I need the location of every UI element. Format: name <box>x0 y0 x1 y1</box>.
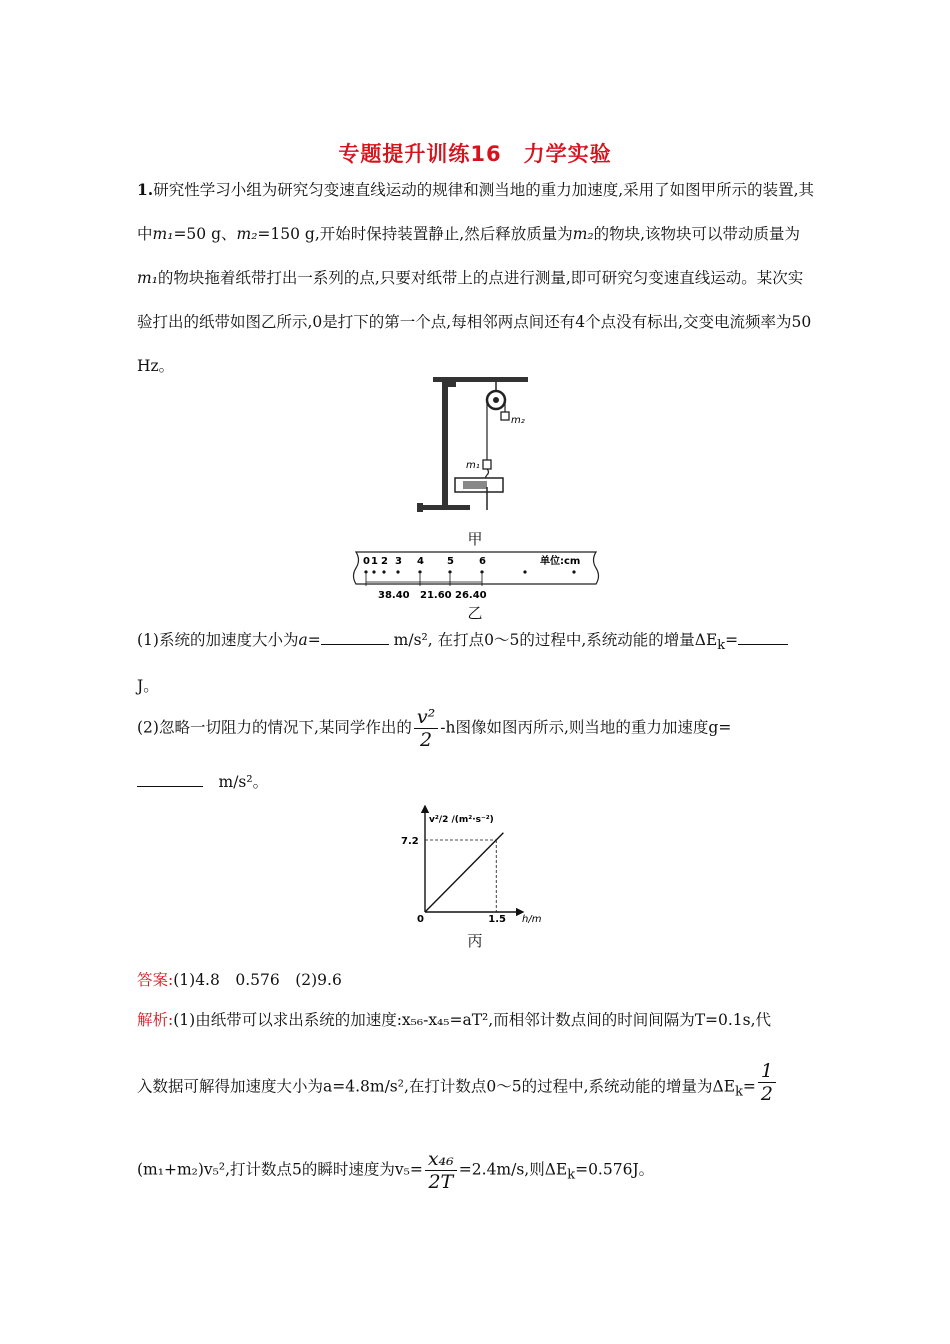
tape-point-label-3: 3 <box>395 556 402 567</box>
analysis-line-2 <box>137 1060 827 1105</box>
v2-over-2-fraction <box>414 706 438 751</box>
m1-symbol: m₁ <box>152 225 174 243</box>
tape-point-label-1: 1 <box>371 556 378 567</box>
y-tick-label: 7.2 <box>401 836 419 847</box>
question-number: 1. <box>137 180 154 199</box>
sub2-middle: -h图像如图丙所示,则当地的重力加速度g= <box>440 718 732 737</box>
figure-jia-apparatus <box>415 375 535 520</box>
analysis-text-4: =2.4m/s,则ΔE <box>458 1160 568 1179</box>
sub-question-1-tail: J。 <box>137 677 159 695</box>
tape-point-5 <box>448 570 451 573</box>
ek-subscript: k <box>717 638 726 654</box>
ek-subscript-3: k <box>567 1167 576 1183</box>
sub1-equals: = <box>725 631 739 649</box>
half-fraction <box>758 1060 776 1105</box>
tape-point-label-5: 5 <box>447 556 454 567</box>
sub-question-2 <box>137 706 827 751</box>
sub1-prefix: (1)系统的加速度大小为 <box>137 631 299 649</box>
figure-bing-caption: 丙 <box>467 932 483 950</box>
tape-point-label-0: 0 <box>363 556 370 567</box>
tape-point-1 <box>372 570 375 573</box>
tape-point-extra-1 <box>523 570 526 573</box>
half-denominator: 2 <box>760 1083 773 1105</box>
figure-bing-graph <box>395 800 555 925</box>
figure-jia-caption: 甲 <box>467 530 483 548</box>
analysis-text-5: =0.576J。 <box>575 1160 655 1179</box>
tape-point-label-2: 2 <box>381 556 388 567</box>
a-symbol: a <box>298 631 308 649</box>
origin-label: 0 <box>417 914 424 925</box>
tape-point-label-6: 6 <box>479 556 486 567</box>
analysis-line-1 <box>137 1008 827 1030</box>
x-axis-label: h/m <box>522 914 542 925</box>
answer-blank-a[interactable] <box>321 628 389 645</box>
2T-denominator: 2T <box>428 1171 454 1193</box>
tape-dimension-1: 21.60 <box>420 590 452 601</box>
data-line <box>425 833 503 912</box>
answer-blank-g[interactable] <box>137 770 203 787</box>
analysis-line-3 <box>137 1148 827 1193</box>
answer-label: 答案: <box>137 971 174 989</box>
label-m2: m₂ <box>511 415 525 426</box>
m2-symbol: m₂ <box>236 225 258 243</box>
x46-numerator: x₄₆ <box>425 1148 457 1171</box>
analysis-text-1: (1)由纸带可以求出系统的加速度:x₅₆-x₄₅=aT²,而相邻计数点间的时间间隔为T=0.1s,代 <box>173 1011 772 1029</box>
m1-value: =50 g、 <box>173 225 237 243</box>
q1-text-part-3: 的物块拖着纸带打出一系列的点,只要对纸带上的点进行测量,即可研究匀变速直线运动。某次实验打出的纸带如图乙所示,0是打下的第一个点,每相邻两点间还有4个点没有标出,交变电流频率为50 Hz。 <box>137 269 812 375</box>
x46-over-2T-fraction <box>425 1148 457 1193</box>
q1-text-part: 研究性学习小组为研究匀变速直线运动的规律和测当地的重力加速度,采用了如图甲所示的装置,其中 <box>137 181 815 243</box>
tape-point-0 <box>364 570 367 573</box>
y-axis-label: v²/2 /(m²·s⁻²) <box>429 815 494 825</box>
fraction-numerator: v² <box>414 706 438 729</box>
x-tick-label: 1.5 <box>488 914 506 925</box>
analysis-label: 解析: <box>137 1011 174 1029</box>
graph-marks <box>401 833 506 925</box>
g-unit: m/s²。 <box>218 773 269 791</box>
sub2-prefix: (2)忽略一切阻力的情况下,某同学作出的 <box>137 718 412 737</box>
page-title: 专题提升训练16 力学实验 <box>338 142 612 166</box>
figure-yi-tape <box>350 548 600 606</box>
label-m1: m₁ <box>466 460 480 471</box>
question-1-text <box>137 168 817 388</box>
tape-point-4 <box>418 570 421 573</box>
tape-point-3 <box>396 570 399 573</box>
q1-text-part-2: 的物块,该物块可以带动质量为 <box>593 225 801 243</box>
sub-question-2-answer-line <box>137 770 827 792</box>
tape-dimension-0: 38.40 <box>378 590 410 601</box>
m1-symbol-2: m₁ <box>137 269 158 287</box>
analysis-text-3: (m₁+m₂)v₅²,打计数点5的瞬时速度为v₅= <box>137 1160 423 1179</box>
sub-question-1: (1)系统的加速度大小为a= m/s², 在打点0～5的过程中,系统动能的增量$\Delta E_k=$ <box>137 628 827 653</box>
analysis-equals: = <box>742 1077 756 1096</box>
half-numerator: 1 <box>758 1060 776 1083</box>
m2-symbol-2: m₂ <box>572 225 594 243</box>
tape-point-6 <box>480 570 483 573</box>
analysis-text-2: 入数据可解得加速度大小为a=4.8m/s²,在打计数点0～5的过程中,系统动能的增量为ΔE <box>137 1077 736 1096</box>
answer-line <box>137 968 827 990</box>
figure-yi-caption: 乙 <box>467 604 483 622</box>
ek-subscript-2: k <box>735 1084 743 1100</box>
m2-value: =150 g,开始时保持装置静止,然后释放质量为 <box>257 225 573 243</box>
answer-text: (1)4.8 0.576 (2)9.6 <box>173 971 342 989</box>
sub1-middle: m/s², 在打点0～5的过程中,系统动能的增量ΔE <box>393 631 718 649</box>
tape-unit-label: 单位:cm <box>540 556 581 567</box>
tape-dimension-2: 26.40 <box>455 590 487 601</box>
tape-point-extra-2 <box>572 570 575 573</box>
tape-point-label-4: 4 <box>417 556 424 567</box>
tape-point-2 <box>382 570 385 573</box>
fraction-denominator: 2 <box>420 729 433 751</box>
answer-blank-ek[interactable] <box>738 628 788 645</box>
